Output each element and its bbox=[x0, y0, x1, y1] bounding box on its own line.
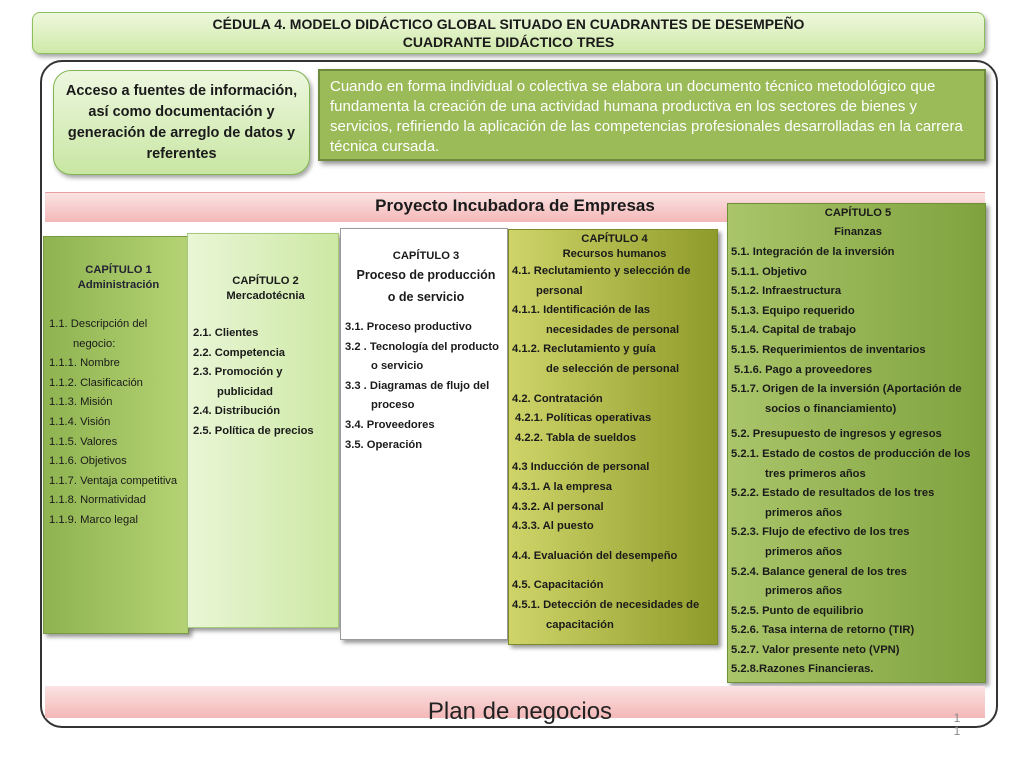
chapter-5-item: primeros años bbox=[765, 585, 843, 598]
chapter-5-item: 5.2.4. Balance general de los tres bbox=[731, 565, 907, 578]
chapter-2-item: 2.4. Distribución bbox=[193, 405, 281, 418]
chapter-4-item: capacitación bbox=[546, 618, 614, 631]
chapter-3-item: proceso bbox=[371, 399, 415, 412]
chapter-4-item: necesidades de personal bbox=[546, 323, 680, 336]
chapter-3-subtitle-1: Proceso de producción bbox=[356, 268, 496, 282]
chapter-3-title: CAPÍTULO 3 bbox=[392, 250, 460, 262]
chapter-4-item: 4.3.1. A la empresa bbox=[512, 480, 612, 493]
chapter-4-item: 4.5. Capacitación bbox=[512, 579, 604, 592]
chapter-3-item: 3.5. Operación bbox=[345, 438, 423, 451]
title-line-2: CUADRANTE DIDÁCTICO TRES bbox=[402, 34, 615, 50]
chapter-1-item: 1.1.5. Valores bbox=[49, 435, 118, 448]
chapter-3-item: 3.4. Proveedores bbox=[345, 418, 435, 431]
chapter-1-box bbox=[43, 236, 189, 634]
chapter-2-item: 2.1. Clientes bbox=[193, 327, 259, 339]
chapter-5-item: primeros años bbox=[765, 506, 843, 519]
chapter-2-subtitle: Mercadotécnia bbox=[226, 290, 305, 302]
chapter-2-box bbox=[187, 233, 339, 628]
chapter-3-box bbox=[340, 228, 508, 640]
chapter-3-subtitle-2: o de servicio bbox=[387, 290, 465, 304]
project-title: Proyecto Incubadora de Empresas bbox=[375, 196, 655, 215]
chapter-2-title: CAPÍTULO 2 bbox=[232, 275, 299, 287]
chapter-1-item: 1.1.9. Marco legal bbox=[49, 513, 138, 526]
chapter-4-item: 4.1. Reclutamiento y selección de bbox=[512, 265, 691, 277]
chapter-4-item: 4.2.2. Tabla de sueldos bbox=[515, 431, 637, 444]
chapter-5-item: 5.1.2. Infraestructura bbox=[731, 285, 842, 298]
chapter-4-item: de selección de personal bbox=[546, 362, 680, 375]
chapter-3-item: 3.3 . Diagramas de flujo del bbox=[345, 379, 490, 392]
chapter-5-subtitle: Finanzas bbox=[834, 226, 882, 238]
chapter-5-item: 5.1.1. Objetivo bbox=[731, 265, 807, 278]
chapter-5-item: 5.1.5. Requerimientos de inventarios bbox=[731, 343, 926, 356]
chapter-4-item: 4.2.1. Políticas operativas bbox=[515, 412, 652, 425]
chapter-5-item: socios o financiamiento) bbox=[765, 402, 897, 415]
chapter-3-item: 3.2 . Tecnología del producto bbox=[345, 340, 499, 353]
chapter-5-item: 5.2.8.Razones Financieras. bbox=[731, 663, 874, 676]
chapter-5-item: 5.2.2. Estado de resultados de los tres bbox=[731, 487, 935, 500]
chapter-1-item: 1.1.6. Objetivos bbox=[49, 455, 127, 468]
chapter-5-item: 5.2. Presupuesto de ingresos y egresos bbox=[731, 428, 942, 441]
chapter-5-item: 5.2.5. Punto de equilibrio bbox=[731, 604, 864, 617]
chapter-2-item: publicidad bbox=[217, 385, 273, 398]
chapter-1-item: negocio: bbox=[73, 337, 116, 350]
chapter-5-item: 5.1.7. Origen de la inversión (Aportación de bbox=[731, 383, 962, 396]
chapter-1-item: 1.1.1. Nombre bbox=[49, 357, 120, 370]
description-box bbox=[318, 69, 986, 161]
chapter-1-item: 1.1. Descripción del bbox=[49, 318, 148, 330]
chapter-5-item: 5.2.1. Estado de costos de producción de los bbox=[731, 447, 971, 460]
chapter-5-item: 5.1.4. Capital de trabajo bbox=[731, 324, 856, 337]
access-text: Acceso a fuentes de información, así como documentación y generación de arreglo de datos y referentes bbox=[65, 83, 298, 162]
chapter-4-item: 4.3.3. Al puesto bbox=[512, 520, 594, 533]
chapter-1-item: 1.1.8. Normatividad bbox=[49, 494, 147, 507]
page-number-digit-1: 1 bbox=[953, 711, 961, 725]
chapter-4-item: 4.3 Inducción de personal bbox=[512, 461, 650, 474]
chapter-1-item: 1.1.3. Misión bbox=[49, 396, 113, 409]
chapter-5-box bbox=[727, 203, 986, 683]
chapter-5-title: CAPÍTULO 5 bbox=[824, 207, 892, 219]
chapter-2-item: 2.3. Promoción y bbox=[193, 366, 283, 379]
chapter-3-item: o servicio bbox=[371, 360, 424, 373]
chapter-5-item: 5.1. Integración de la inversión bbox=[731, 246, 895, 258]
chapter-4-box bbox=[508, 229, 718, 645]
chapter-4-item: personal bbox=[536, 284, 583, 297]
description-text: Cuando en forma individual o colectiva se elabora un documento técnico metodológico que fundamenta la creación de una actividad humana productiva en los sectores de bienes y servicios, refiriendo la aplicación de las competencias profesionales desarrolladas en la carrera técnica cursada. bbox=[330, 78, 963, 155]
chapter-2-item: 2.5. Política de precios bbox=[193, 424, 314, 437]
chapter-4-subtitle: Recursos humanos bbox=[562, 248, 667, 260]
title-banner bbox=[32, 12, 985, 54]
chapter-3-item: 3.1. Proceso productivo bbox=[345, 321, 472, 333]
chapter-4-item: 4.1.1. Identificación de las bbox=[512, 304, 651, 317]
title-line-1: CÉDULA 4. MODELO DIDÁCTICO GLOBAL SITUADO EN CUADRANTES DE DESEMPEÑO bbox=[212, 16, 805, 32]
chapter-4-item: 4.5.1. Detección de necesidades de bbox=[512, 598, 700, 611]
chapter-5-item: primeros años bbox=[765, 545, 843, 558]
chapter-5-item: 5.2.7. Valor presente neto (VPN) bbox=[731, 643, 900, 656]
plan-title: Plan de negocios bbox=[427, 698, 613, 725]
chapter-5-item: 5.2.3. Flujo de efectivo de los tres bbox=[731, 526, 910, 539]
chapter-1-item: 1.1.2. Clasificación bbox=[49, 376, 143, 389]
chapter-1-subtitle: Administración bbox=[77, 279, 160, 291]
chapter-4-item: 4.2. Contratación bbox=[512, 392, 603, 405]
chapter-5-item: 5.2.6. Tasa interna de retorno (TIR) bbox=[731, 624, 915, 637]
access-box bbox=[53, 70, 310, 175]
chapter-4-title: CAPÍTULO 4 bbox=[581, 233, 648, 245]
chapter-1-item: 1.1.7. Ventaja competitiva bbox=[49, 474, 178, 487]
page-number-digit-2: 1 bbox=[953, 724, 961, 738]
chapter-5-item: 5.1.3. Equipo requerido bbox=[731, 304, 855, 317]
chapter-4-item: 4.1.2. Reclutamiento y guía bbox=[512, 343, 656, 356]
chapter-1-title: CAPÍTULO 1 bbox=[85, 264, 152, 276]
chapter-1-item: 1.1.4. Visión bbox=[49, 415, 111, 428]
chapter-4-item: 4.3.2. Al personal bbox=[512, 500, 604, 513]
chapter-4-item: 4.4. Evaluación del desempeño bbox=[512, 549, 678, 562]
chapter-5-item: tres primeros años bbox=[765, 467, 866, 480]
chapter-2-item: 2.2. Competencia bbox=[193, 346, 286, 359]
page-number bbox=[950, 712, 964, 742]
chapter-5-item: 5.1.6. Pago a proveedores bbox=[734, 363, 873, 376]
